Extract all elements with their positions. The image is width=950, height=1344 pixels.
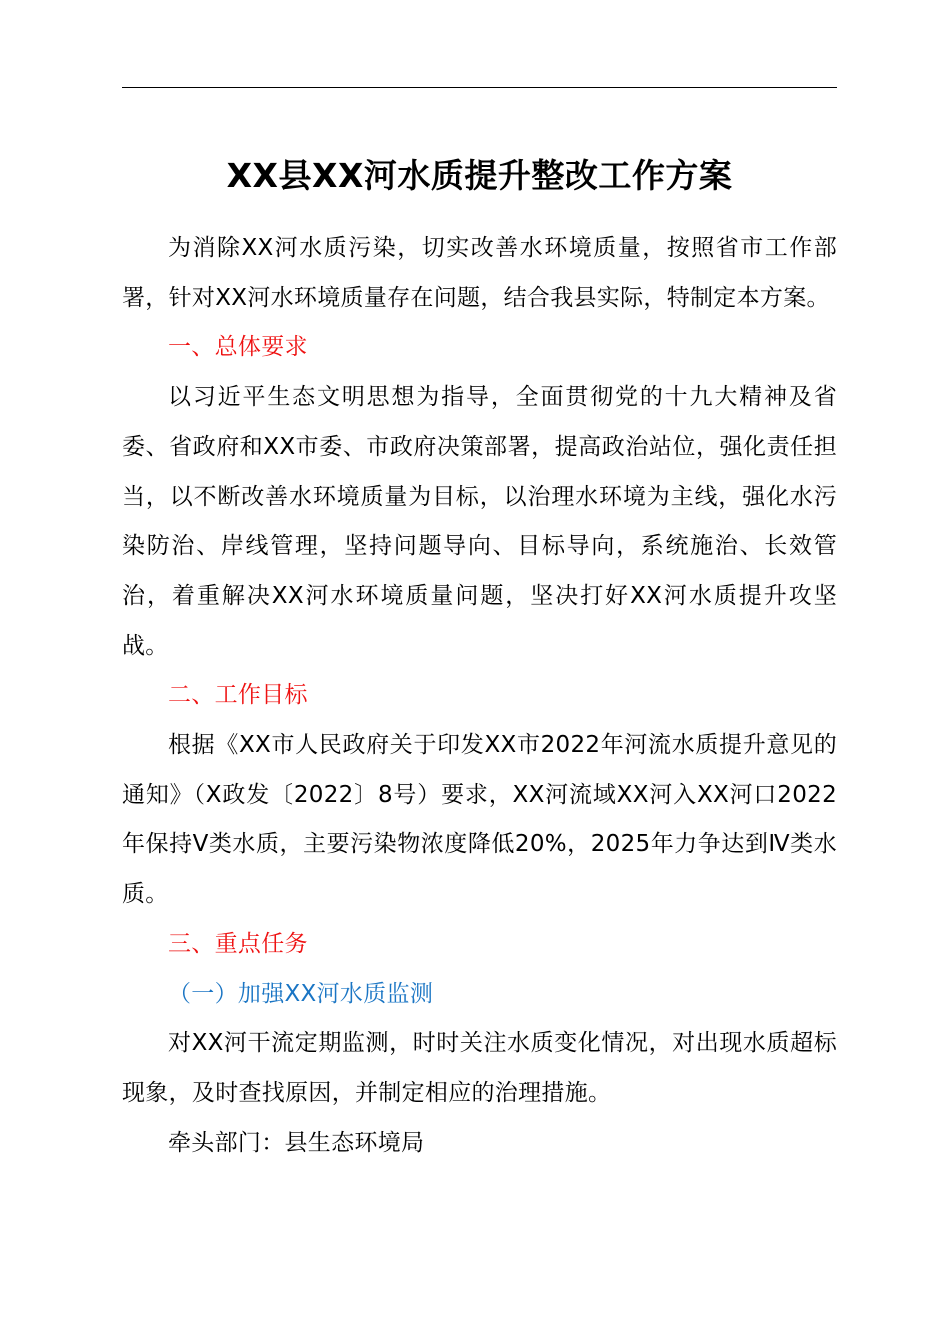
subsection-1-body: 对XX河干流定期监测，时时关注水质变化情况，对出现水质超标现象，及时查找原因，并制定相应的治理措施。 <box>122 1030 837 1106</box>
header-rule <box>122 87 837 88</box>
section-1-heading: 一、总体要求 <box>168 334 308 361</box>
section-2-body: 根据《XX市人民政府关于印发XX市2022年河流水质提升意见的通知》（X政发〔2022〕8号）要求，XX河流域XX河入XX河口2022年保持Ⅴ类水质，主要污染物浓度降低20%，2025年力争达到Ⅳ类水质。 <box>122 732 837 908</box>
subsection-1-heading: （一）加强XX河水质监测 <box>168 980 434 1007</box>
section-3-heading: 三、重点任务 <box>168 930 308 957</box>
document-body <box>122 224 837 1168</box>
section-2-heading: 二、工作目标 <box>168 682 308 709</box>
document-title: XX县XX河水质提升整改工作方案 <box>226 156 733 195</box>
intro-paragraph: 为消除XX河水质污染，切实改善水环境质量，按照省市工作部署，针对XX河水环境质量存在问题，结合我县实际，特制定本方案。 <box>122 235 837 311</box>
section-1-body: 以习近平生态文明思想为指导，全面贯彻党的十九大精神及省委、省政府和XX市委、市政府决策部署，提高政治站位，强化责任担当，以不断改善水环境质量为目标，以治理水环境为主线，强化水污染防治、岸线管理，坚持问题导向、目标导向，系统施治、长效管治，着重解决XX河水环境质量问题，坚决打好XX河水质提升攻坚战。 <box>122 384 837 659</box>
lead-department: 牵头部门：县生态环境局 <box>168 1129 425 1156</box>
